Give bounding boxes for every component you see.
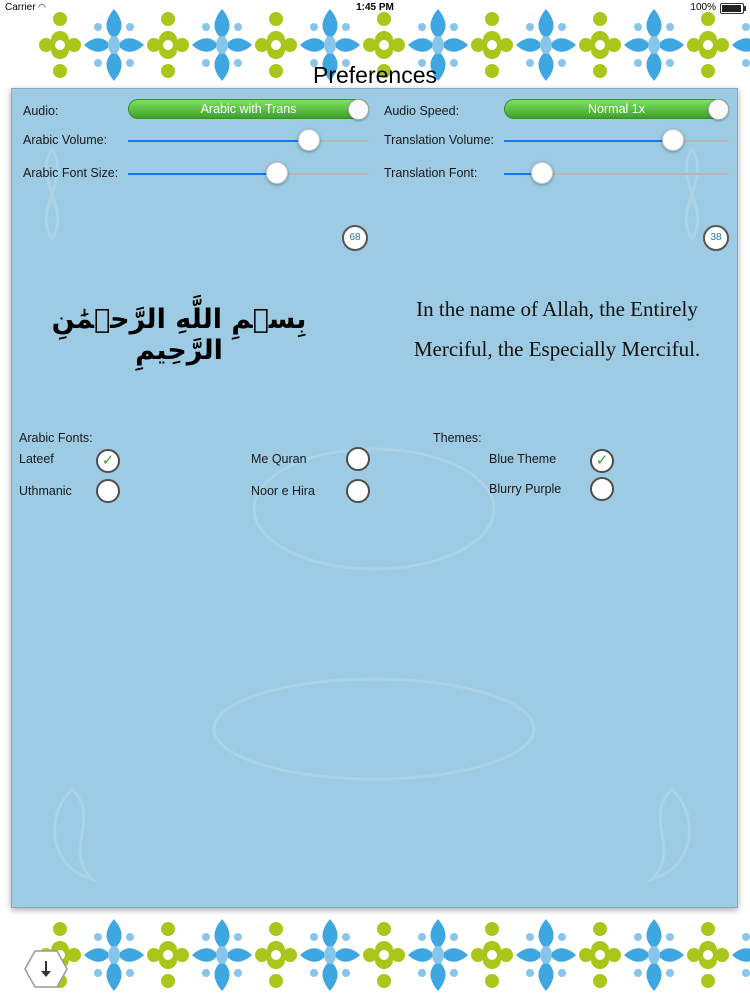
arabic-sample-text: بِسۡمِ اللَّهِ الرَّحۡمَٰنِ الرَّحِيمِ [51,304,307,366]
theme-option-blurry-purple-checkbox[interactable] [590,477,614,501]
font-option-noor-e-hira-checkbox[interactable] [346,479,370,503]
preferences-panel [11,88,738,908]
arabic-font-size-badge: 68 [342,225,368,251]
font-option-uthmanic-checkbox[interactable] [96,479,120,503]
arabic-volume-label: Arabic Volume: [23,133,108,147]
translation-volume-thumb[interactable] [662,129,684,151]
damask-background [12,89,737,907]
download-button[interactable] [24,950,68,988]
theme-option-blue-checkbox[interactable] [590,449,614,473]
audio-speed-toggle[interactable] [504,99,729,119]
font-option-noor-e-hira-label: Noor e Hira [251,484,315,498]
carrier-label: Carrier [5,2,36,13]
audio-speed-value: Normal 1x [588,102,645,116]
arabic-font-size-thumb[interactable] [266,162,288,184]
status-time: 1:45 PM [356,2,394,13]
font-option-me-quran-checkbox[interactable] [346,447,370,471]
font-option-me-quran-label: Me Quran [251,452,307,466]
audio-toggle[interactable] [128,99,369,119]
translation-font-slider[interactable] [504,173,729,175]
translation-font-size-badge: 38 [703,225,729,251]
arabic-volume-thumb[interactable] [298,129,320,151]
audio-toggle-knob[interactable] [348,99,369,120]
translation-font-label: Translation Font: [384,166,478,180]
battery-percent: 100% [690,2,716,13]
audio-value: Arabic with Trans [200,102,297,116]
arabic-font-size-label: Arabic Font Size: [23,166,119,180]
theme-option-blurry-purple-label: Blurry Purple [489,482,562,496]
wifi-icon: ◠ [38,2,46,12]
translation-sample-text: In the name of Allah, the Entirely Merciful, the Especially Merciful. [413,297,701,361]
decorative-border-bottom [0,915,750,995]
font-option-lateef-checkbox[interactable] [96,449,120,473]
translation-font-thumb[interactable] [531,162,553,184]
check-icon: ✓ [101,452,115,469]
arabic-font-size-slider[interactable] [128,173,369,175]
arabic-volume-slider[interactable] [128,140,369,142]
theme-option-blue-label: Blue Theme [489,452,557,466]
audio-speed-knob[interactable] [708,99,729,120]
translation-volume-label: Translation Volume: [384,133,495,147]
themes-label: Themes: [433,431,482,445]
check-icon: ✓ [595,452,609,469]
page-title: Preferences [312,62,437,88]
font-option-uthmanic-label: Uthmanic [19,484,72,498]
font-option-lateef-label: Lateef [19,452,54,466]
arabic-fonts-label: Arabic Fonts: [19,431,93,445]
translation-volume-slider[interactable] [504,140,729,142]
audio-label: Audio: [23,104,59,118]
audio-speed-label: Audio Speed: [384,104,460,118]
